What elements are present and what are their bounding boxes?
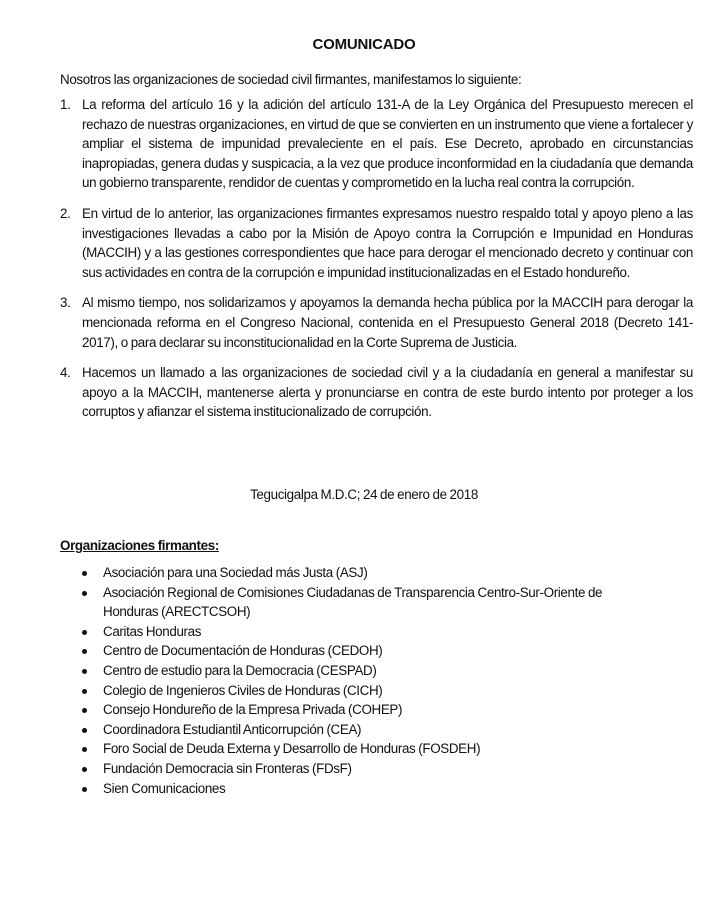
signer-item — [60, 759, 660, 779]
point-text: En virtud de lo anterior, las organizaciones firmantes expresamos nuestro respaldo total y apoyo pleno a las investigaciones llevadas a cabo por la Misión de Apoyo contra la Corrupción e Impunidad en Honduras (MACCIH) y a las gestiones correspondientes que hace para derogar el mencionado decreto y continuar con sus actividades en contra de la corrupción e impunidad institucionalizadas en el Estado hondureño. — [82, 205, 693, 280]
bullet-icon — [82, 669, 87, 674]
document-title: COMUNICADO — [312, 36, 416, 53]
bullet-icon — [82, 747, 87, 752]
point-item — [60, 95, 693, 193]
signer-item — [60, 641, 660, 661]
point-item — [60, 204, 693, 282]
point-number: 3. — [60, 295, 71, 311]
bullet-icon — [82, 689, 87, 694]
point-text: La reforma del artículo 16 y la adición del artículo 131-A de la Ley Orgánica del Presupuesto merecen el rechazo de nuestras organizaciones, en virtud de que se convierten en un instrumento que viene a fortalecer y ampliar el sistema de impunidad prevaleciente en el país. Ese Decreto, aprobado en circunstancias inapropiadas, genera dudas y suspicacia, a la vez que produce inconformidad en la ciudadanía que demanda un gobierno transparente, rendidor de cuentas y comprometido en la lucha real contra la corrupción. — [82, 97, 693, 191]
signers-heading: Organizaciones firmantes: — [60, 538, 219, 553]
signer-item — [60, 779, 660, 799]
signer-name: Foro Social de Deuda Externa y Desarrollo de Honduras (FOSDEH) — [103, 741, 481, 757]
point-number: 4. — [60, 365, 71, 381]
signer-item — [60, 563, 660, 583]
bullet-icon — [82, 649, 87, 654]
bullet-icon — [82, 630, 87, 635]
intro-paragraph: Nosotros las organizaciones de sociedad civil firmantes, manifestamos lo siguiente: — [60, 72, 522, 87]
bullet-icon — [82, 767, 87, 772]
signer-name: Consejo Hondureño de la Empresa Privada (COHEP) — [103, 702, 403, 718]
signer-item — [60, 661, 660, 681]
signer-name: Fundación Democracia sin Fronteras (FDsF) — [103, 760, 352, 776]
signer-name: Centro de Documentación de Honduras (CEDOH) — [103, 643, 383, 659]
signer-name: Caritas Honduras — [103, 623, 202, 639]
point-number: 2. — [60, 205, 71, 221]
bullet-icon — [82, 591, 87, 596]
signer-item — [60, 720, 660, 740]
bullet-icon — [82, 728, 87, 733]
date-line: Tegucigalpa M.D.C; 24 de enero de 2018 — [250, 487, 478, 502]
bullet-icon — [82, 787, 87, 792]
bullet-icon — [82, 571, 87, 576]
point-item — [60, 363, 693, 422]
signer-item — [60, 622, 660, 642]
point-text: Al mismo tiempo, nos solidarizamos y apoyamos la demanda hecha pública por la MACCIH para derogar la mencionada reforma en el Congreso Nacional, contenida en el Presupuesto General 2018 (Decreto 141-2017), o para declarar su inconstitucionalidad en la Corte Suprema de Justicia. — [82, 295, 693, 350]
signer-item — [60, 583, 660, 622]
signer-name: Colegio de Ingenieros Civiles de Honduras (CICH) — [103, 682, 383, 698]
signer-item — [60, 681, 660, 701]
bullet-icon — [82, 708, 87, 713]
signer-name: Centro de estudio para la Democracia (CESPAD) — [103, 662, 377, 678]
point-text: Hacemos un llamado a las organizaciones de sociedad civil y a la ciudadanía en general a manifestar su apoyo a la MACCIH, mantenerse alerta y pronunciarse en contra de este burdo intento por proteger a los corruptos y afianzar el sistema institucionalizado de corrupción. — [82, 365, 693, 420]
signer-name: Asociación Regional de Comisiones Ciudadanas de Transparencia Centro-Sur-Oriente de Honduras (ARECTCSOH) — [103, 584, 603, 620]
signer-name: Asociación para una Sociedad más Justa (ASJ) — [103, 565, 368, 580]
numbered-points-list — [60, 95, 693, 433]
signer-item — [60, 700, 660, 720]
signer-name: Coordinadora Estudiantil Anticorrupción (CEA) — [103, 721, 362, 737]
point-number: 1. — [60, 97, 71, 112]
signer-item — [60, 739, 660, 759]
signer-name: Sien Comunicaciones — [103, 780, 226, 796]
point-item — [60, 293, 693, 352]
signers-list — [60, 563, 660, 798]
